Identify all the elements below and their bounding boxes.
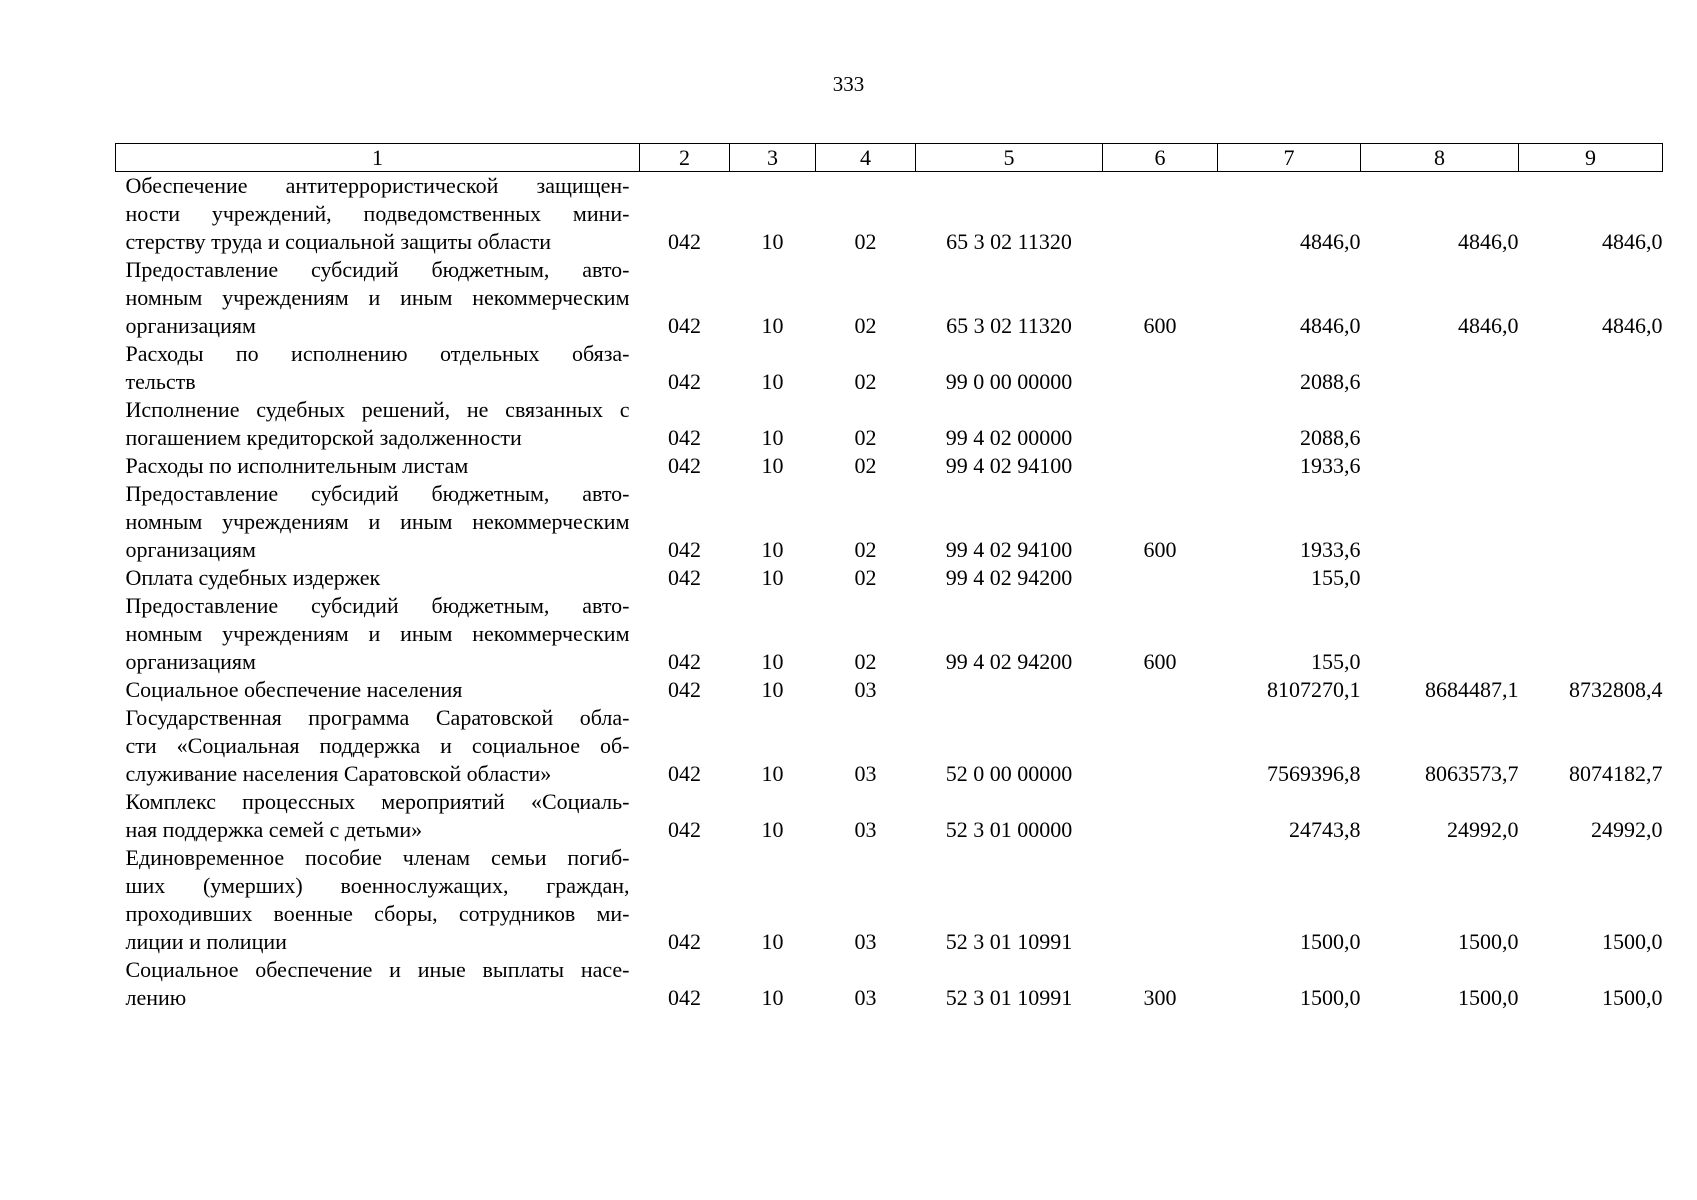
amount-col-9: 8732808,4 bbox=[1569, 677, 1663, 702]
row-description bbox=[116, 396, 640, 452]
expense-type-code: 600 bbox=[1143, 649, 1177, 674]
amount-col-9 bbox=[1519, 564, 1663, 592]
amount-col-7: 2088,6 bbox=[1300, 369, 1361, 394]
amount-col-9: 4846,0 bbox=[1602, 229, 1663, 254]
row-description bbox=[116, 256, 640, 340]
row-description bbox=[116, 676, 640, 704]
column-header-7: 7 bbox=[1218, 144, 1361, 172]
amount-col-7: 4846,0 bbox=[1300, 313, 1361, 338]
subsection-code: 03 bbox=[854, 761, 877, 786]
row-description bbox=[116, 956, 640, 1012]
subsection-code: 02 bbox=[854, 649, 877, 674]
row-description bbox=[116, 564, 640, 592]
amount-col-7: 1933,6 bbox=[1300, 453, 1361, 478]
target-article-code: 52 3 01 00000 bbox=[945, 817, 1073, 842]
description-line: Оплата судебных издержек bbox=[125, 565, 381, 590]
description-line: Предоставление субсидий бюджетным, авто- bbox=[125, 481, 630, 506]
budget-table bbox=[115, 143, 1663, 1012]
table-row bbox=[116, 788, 1663, 844]
expense-type-code bbox=[1103, 676, 1218, 704]
target-article-code: 99 4 02 94200 bbox=[945, 649, 1073, 674]
target-article-code bbox=[916, 676, 1103, 704]
section-code: 10 bbox=[761, 369, 784, 394]
amount-col-8: 24992,0 bbox=[1447, 817, 1519, 842]
grbs-code: 042 bbox=[668, 565, 701, 590]
section-code: 10 bbox=[761, 677, 784, 702]
amount-col-9: 24992,0 bbox=[1591, 817, 1663, 842]
subsection-code: 02 bbox=[854, 453, 877, 478]
description-line: организациям bbox=[125, 537, 256, 562]
table-row bbox=[116, 564, 1663, 592]
row-description bbox=[116, 592, 640, 676]
amount-col-8 bbox=[1361, 564, 1519, 592]
grbs-code: 042 bbox=[668, 761, 701, 786]
table-row bbox=[116, 340, 1663, 396]
description-line: служивание населения Саратовской области» bbox=[125, 761, 552, 786]
grbs-code: 042 bbox=[668, 229, 701, 254]
target-article-code: 65 3 02 11320 bbox=[946, 229, 1072, 254]
expense-type-code bbox=[1103, 340, 1218, 396]
description-line: организациям bbox=[125, 313, 256, 338]
amount-col-8 bbox=[1361, 480, 1519, 564]
amount-col-7: 1500,0 bbox=[1300, 929, 1361, 954]
table-header-row bbox=[116, 144, 1663, 172]
expense-type-code bbox=[1103, 172, 1218, 257]
target-article-code: 99 4 02 94100 bbox=[945, 537, 1073, 562]
section-code: 10 bbox=[761, 425, 784, 450]
section-code: 10 bbox=[761, 761, 784, 786]
section-code: 10 bbox=[761, 929, 784, 954]
description-line: проходивших военные сборы, сотрудников ми- bbox=[125, 901, 630, 926]
section-code: 10 bbox=[761, 229, 784, 254]
grbs-code: 042 bbox=[668, 313, 701, 338]
expense-type-code: 300 bbox=[1143, 985, 1177, 1010]
amount-col-8: 1500,0 bbox=[1458, 985, 1519, 1010]
description-line: Комплекс процессных мероприятий «Социаль- bbox=[125, 789, 630, 814]
target-article-code: 52 3 01 10991 bbox=[945, 985, 1073, 1010]
amount-col-8 bbox=[1361, 452, 1519, 480]
subsection-code: 02 bbox=[854, 537, 877, 562]
amount-col-9 bbox=[1519, 340, 1663, 396]
table-row bbox=[116, 956, 1663, 1012]
subsection-code: 02 bbox=[854, 369, 877, 394]
amount-col-8: 4846,0 bbox=[1458, 229, 1519, 254]
description-line: погашением кредиторской задолженности bbox=[125, 425, 522, 450]
column-header-3: 3 bbox=[730, 144, 816, 172]
expense-type-code bbox=[1103, 844, 1218, 956]
expense-type-code: 600 bbox=[1143, 313, 1177, 338]
description-line: тельств bbox=[125, 369, 196, 394]
target-article-code: 52 0 00 00000 bbox=[945, 761, 1073, 786]
description-line: ности учреждений, подведомственных мини- bbox=[125, 201, 630, 226]
amount-col-8: 1500,0 bbox=[1458, 929, 1519, 954]
subsection-code: 03 bbox=[854, 985, 877, 1010]
expense-type-code bbox=[1103, 396, 1218, 452]
subsection-code: 03 bbox=[854, 677, 877, 702]
amount-col-9: 4846,0 bbox=[1602, 313, 1663, 338]
grbs-code: 042 bbox=[668, 677, 701, 702]
amount-col-7: 2088,6 bbox=[1300, 425, 1361, 450]
amount-col-8: 4846,0 bbox=[1458, 313, 1519, 338]
grbs-code: 042 bbox=[668, 817, 701, 842]
amount-col-9: 1500,0 bbox=[1602, 985, 1663, 1010]
expense-type-code bbox=[1103, 788, 1218, 844]
table-row bbox=[116, 452, 1663, 480]
amount-col-9 bbox=[1519, 480, 1663, 564]
description-line: Единовременное пособие членам семьи погиб- bbox=[125, 845, 630, 870]
row-description bbox=[116, 452, 640, 480]
description-line: сти «Социальная поддержка и социальное об- bbox=[125, 733, 630, 758]
section-code: 10 bbox=[761, 313, 784, 338]
table-row bbox=[116, 256, 1663, 340]
description-line: лению bbox=[125, 985, 187, 1010]
description-line: Расходы по исполнению отдельных обяза- bbox=[125, 341, 630, 366]
section-code: 10 bbox=[761, 537, 784, 562]
column-header-9: 9 bbox=[1519, 144, 1663, 172]
grbs-code: 042 bbox=[668, 985, 701, 1010]
description-line: номным учреждениям и иным некоммерческим bbox=[125, 621, 630, 646]
amount-col-8: 8684487,1 bbox=[1425, 677, 1519, 702]
subsection-code: 02 bbox=[854, 425, 877, 450]
description-line: Предоставление субсидий бюджетным, авто- bbox=[125, 257, 630, 282]
target-article-code: 99 4 02 94200 bbox=[945, 565, 1073, 590]
description-line: Социальное обеспечение и иные выплаты насе- bbox=[125, 957, 630, 982]
amount-col-7: 4846,0 bbox=[1300, 229, 1361, 254]
subsection-code: 02 bbox=[854, 229, 877, 254]
column-header-5: 5 bbox=[916, 144, 1103, 172]
target-article-code: 99 0 00 00000 bbox=[945, 369, 1073, 394]
table-row bbox=[116, 172, 1663, 257]
amount-col-8 bbox=[1361, 396, 1519, 452]
subsection-code: 02 bbox=[854, 565, 877, 590]
table-row bbox=[116, 704, 1663, 788]
amount-col-7: 8107270,1 bbox=[1267, 677, 1361, 702]
section-code: 10 bbox=[761, 649, 784, 674]
amount-col-8: 8063573,7 bbox=[1425, 761, 1519, 786]
amount-col-9 bbox=[1519, 592, 1663, 676]
amount-col-7: 155,0 bbox=[1311, 565, 1361, 590]
column-header-6: 6 bbox=[1103, 144, 1218, 172]
description-line: стерству труда и социальной защиты области bbox=[125, 229, 552, 254]
amount-col-7: 7569396,8 bbox=[1267, 761, 1361, 786]
subsection-code: 03 bbox=[854, 817, 877, 842]
description-line: организациям bbox=[125, 649, 256, 674]
amount-col-9 bbox=[1519, 396, 1663, 452]
amount-col-9: 1500,0 bbox=[1602, 929, 1663, 954]
amount-col-7: 1933,6 bbox=[1300, 537, 1361, 562]
table-row bbox=[116, 844, 1663, 956]
amount-col-8 bbox=[1361, 592, 1519, 676]
column-header-4: 4 bbox=[816, 144, 916, 172]
column-header-1: 1 bbox=[116, 144, 640, 172]
section-code: 10 bbox=[761, 817, 784, 842]
table-row bbox=[116, 676, 1663, 704]
row-description bbox=[116, 340, 640, 396]
page-number: 333 bbox=[832, 72, 865, 96]
column-header-8: 8 bbox=[1361, 144, 1519, 172]
description-line: Расходы по исполнительным листам bbox=[125, 453, 469, 478]
description-line: Предоставление субсидий бюджетным, авто- bbox=[125, 593, 630, 618]
grbs-code: 042 bbox=[668, 649, 701, 674]
description-line: Обеспечение антитеррористической защищен- bbox=[125, 173, 630, 198]
amount-col-8 bbox=[1361, 340, 1519, 396]
amount-col-7: 24743,8 bbox=[1289, 817, 1361, 842]
description-line: лиции и полиции bbox=[125, 929, 287, 954]
column-header-2: 2 bbox=[640, 144, 730, 172]
expense-type-code: 600 bbox=[1143, 537, 1177, 562]
row-description bbox=[116, 704, 640, 788]
description-line: Государственная программа Саратовской обла- bbox=[125, 705, 630, 730]
expense-type-code bbox=[1103, 704, 1218, 788]
table-row bbox=[116, 396, 1663, 452]
description-line: Исполнение судебных решений, не связанных с bbox=[125, 397, 630, 422]
description-line: номным учреждениям и иным некоммерческим bbox=[125, 509, 630, 534]
description-line: ших (умерших) военнослужащих, граждан, bbox=[125, 873, 630, 898]
description-line: номным учреждениям и иным некоммерческим bbox=[125, 285, 630, 310]
amount-col-7: 1500,0 bbox=[1300, 985, 1361, 1010]
table-body bbox=[116, 172, 1663, 1013]
subsection-code: 02 bbox=[854, 313, 877, 338]
grbs-code: 042 bbox=[668, 425, 701, 450]
table-row bbox=[116, 592, 1663, 676]
description-line: ная поддержка семей с детьми» bbox=[125, 817, 423, 842]
expense-type-code bbox=[1103, 564, 1218, 592]
target-article-code: 52 3 01 10991 bbox=[945, 929, 1073, 954]
target-article-code: 99 4 02 94100 bbox=[945, 453, 1073, 478]
expense-type-code bbox=[1103, 452, 1218, 480]
target-article-code: 65 3 02 11320 bbox=[946, 313, 1072, 338]
row-description bbox=[116, 172, 640, 257]
section-code: 10 bbox=[761, 565, 784, 590]
description-line: Социальное обеспечение населения bbox=[125, 677, 463, 702]
target-article-code: 99 4 02 00000 bbox=[945, 425, 1073, 450]
grbs-code: 042 bbox=[668, 453, 701, 478]
amount-col-7: 155,0 bbox=[1311, 649, 1361, 674]
grbs-code: 042 bbox=[668, 929, 701, 954]
section-code: 10 bbox=[761, 985, 784, 1010]
amount-col-9: 8074182,7 bbox=[1569, 761, 1663, 786]
row-description bbox=[116, 788, 640, 844]
grbs-code: 042 bbox=[668, 537, 701, 562]
grbs-code: 042 bbox=[668, 369, 701, 394]
row-description bbox=[116, 480, 640, 564]
table-row bbox=[116, 480, 1663, 564]
amount-col-9 bbox=[1519, 452, 1663, 480]
subsection-code: 03 bbox=[854, 929, 877, 954]
row-description bbox=[116, 844, 640, 956]
section-code: 10 bbox=[761, 453, 784, 478]
